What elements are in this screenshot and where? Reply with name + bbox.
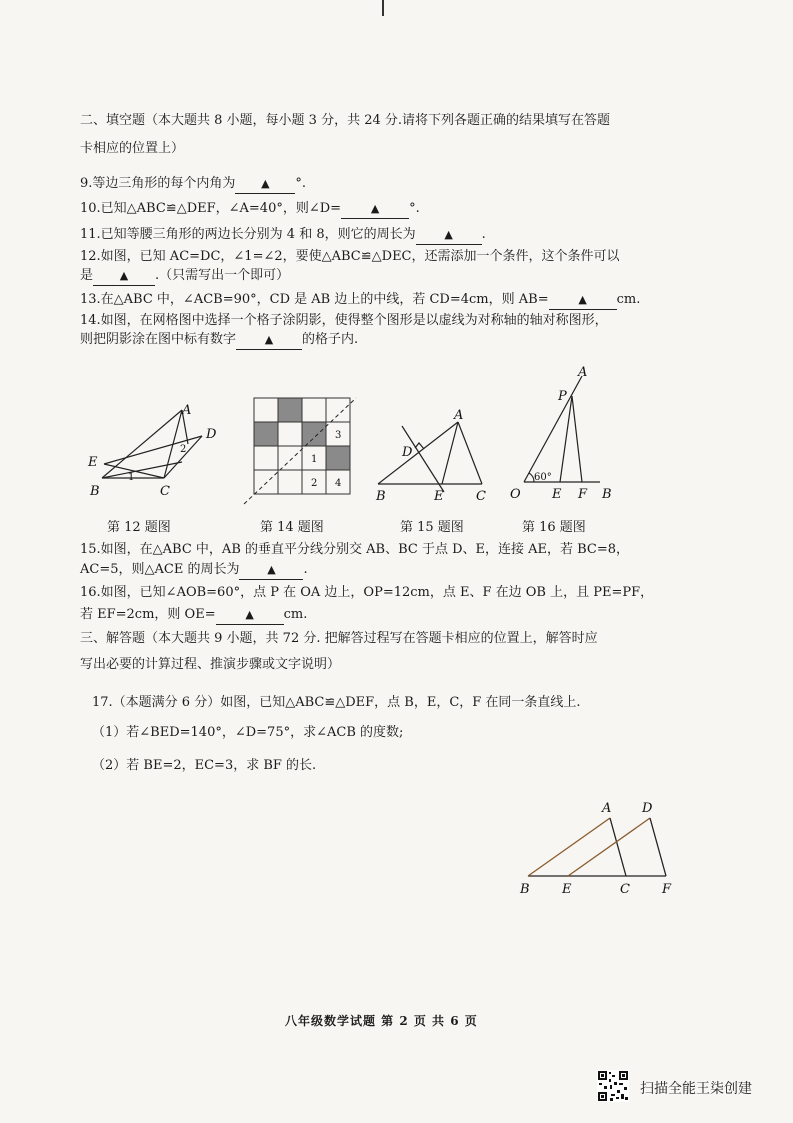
q15-answer-blank[interactable]: ▲ (239, 561, 303, 580)
caption-figure-12: 第 12 题图 (107, 520, 171, 535)
fig14-label-2: 2 (311, 478, 318, 489)
q16-text-end: cm. (283, 607, 308, 622)
fig16-label-O: O (510, 487, 521, 502)
q12-text-end: .（只需写出一个即可） (155, 268, 290, 283)
figure-17 (516, 798, 690, 898)
fig12-edge-mid (102, 462, 182, 478)
q11-answer-blank[interactable]: ▲ (416, 226, 482, 245)
fig16-label-angle: 60° (534, 472, 552, 483)
fig15-edge-AE (442, 422, 458, 484)
question-17-part1: （1）若∠BED=140°，∠D=75°，求∠ACB 的度数; (92, 725, 404, 740)
fig14-shaded-cell (302, 422, 326, 446)
q13-text: 13.在△ABC 中，∠ACB=90°，CD 是 AB 边上的中线，若 CD=4cm，则 AB= (80, 292, 549, 307)
q16-text: 若 EF=2cm，则 OE= (80, 607, 216, 622)
fig12-label-B: B (90, 484, 100, 499)
fig14-shaded-cell (278, 398, 302, 422)
fig15-edge-BA (378, 422, 458, 484)
question-16-line2 (80, 606, 307, 625)
scanner-watermark: 扫描全能王柒创建 (640, 1081, 752, 1097)
figure-12 (84, 400, 234, 504)
caption-figure-16: 第 16 题图 (522, 520, 586, 535)
q13-answer-blank[interactable]: ▲ (549, 291, 617, 310)
fig16-segment-PE (560, 396, 572, 482)
section3-heading-line2: 写出必要的计算过程、推演步骤或文字说明） (80, 657, 341, 672)
fig14-shaded-cell (254, 422, 278, 446)
question-13 (80, 291, 640, 310)
fig16-label-B: B (602, 487, 612, 502)
question-14-line1: 14.如图，在网格图中选择一个格子涂阴影，使得整个图形是以虚线为对称轴的轴对称图形， (80, 313, 608, 328)
fig14-label-4: 4 (335, 478, 342, 489)
fig14-label-3: 3 (335, 430, 342, 441)
question-9 (80, 175, 306, 194)
fig17-edge-AC (610, 818, 626, 876)
q12-text: 是 (80, 268, 94, 283)
question-11 (80, 226, 486, 245)
q9-text: 9.等边三角形的每个内角为 (80, 176, 236, 191)
page-footer: 八年级数学试题 第 2 页 共 6 页 (285, 1014, 478, 1028)
q14-text-end: 的格子内. (302, 332, 359, 347)
fig12-label-D: D (206, 427, 217, 442)
q15-text: AC=5，则△ACE 的周长为 (80, 562, 240, 577)
fig15-label-B: B (376, 489, 386, 504)
fig16-label-P: P (558, 389, 567, 404)
section2-heading-line1: 二、填空题（本大题共 8 小题，每小题 3 分，共 24 分.请将下列各题正确的结果填写在答题 (80, 113, 611, 128)
section2-heading-line2: 卡相应的位置上） (80, 141, 185, 156)
figure-14 (238, 394, 360, 508)
q12-answer-blank[interactable]: ▲ (93, 267, 155, 286)
q13-text-end: cm. (616, 292, 641, 307)
fig16-label-A: A (578, 365, 588, 380)
question-16-line1: 16.如图，已知∠AOB=60°，点 P 在 OA 边上，OP=12cm，点 E、F 在边 OB 上，且 PE=PF， (80, 585, 654, 600)
fig16-label-E: E (552, 487, 562, 502)
figure-16 (506, 364, 620, 506)
fig15-label-A: A (454, 408, 464, 423)
question-12-line1: 12.如图，已知 AC=DC，∠1=∠2，要使△ABC≌△DEC，还需添加一个条件，这个条件可以 (80, 249, 620, 264)
fig17-edge-DF (650, 818, 666, 876)
figure-15 (372, 404, 496, 504)
q10-answer-blank[interactable]: ▲ (341, 200, 409, 219)
fig16-ray-OA (524, 376, 582, 482)
fig12-label-C: C (160, 484, 170, 499)
q9-text-end: °. (295, 176, 307, 191)
question-10 (80, 200, 420, 219)
fig17-label-C: C (620, 882, 630, 897)
fig17-label-D: D (642, 801, 653, 816)
q14-answer-blank[interactable]: ▲ (236, 331, 302, 350)
fig15-label-C: C (476, 489, 486, 504)
fig16-label-F: F (578, 487, 588, 502)
fig12-label-2: 2 (180, 444, 187, 455)
question-15-line2 (80, 561, 308, 580)
fig17-edge-ED (568, 818, 650, 876)
q11-text-end: . (481, 227, 486, 242)
fig17-label-F: F (662, 882, 672, 897)
q9-answer-blank[interactable]: ▲ (235, 175, 295, 194)
q16-answer-blank[interactable]: ▲ (216, 606, 284, 625)
top-mark (382, 0, 384, 16)
question-17-stem: 17.（本题满分 6 分）如图，已知△ABC≌△DEF，点 B，E，C，F 在同一条直线上. (92, 695, 581, 710)
fig17-edge-BA (528, 818, 610, 876)
fig14-label-1: 1 (311, 454, 318, 465)
fig15-label-E: E (434, 489, 444, 504)
fig15-edge-AC (458, 422, 482, 484)
fig15-label-D: D (402, 445, 413, 460)
fig12-label-E: E (88, 455, 98, 470)
caption-figure-14: 第 14 题图 (260, 520, 324, 535)
fig17-label-B: B (520, 882, 530, 897)
fig12-label-1: 1 (128, 472, 135, 483)
q10-text: 10.已知△ABC≌△DEF，∠A=40°，则∠D= (80, 201, 342, 216)
q14-text: 则把阴影涂在图中标有数字 (80, 332, 237, 347)
q10-text-end: °. (409, 201, 420, 216)
question-14-line2 (80, 331, 358, 350)
q11-text: 11.已知等腰三角形的两边长分别为 4 和 8，则它的周长为 (80, 227, 416, 242)
fig17-label-A: A (602, 801, 612, 816)
question-17-part2: （2）若 BE=2，EC=3，求 BF 的长. (92, 758, 317, 773)
qr-code-icon (597, 1070, 629, 1102)
fig16-segment-PF (572, 396, 582, 482)
fig12-label-A: A (182, 403, 192, 418)
question-12-line2 (80, 267, 289, 286)
caption-figure-15: 第 15 题图 (400, 520, 464, 535)
q15-text-end: . (303, 562, 308, 577)
fig17-label-E: E (562, 882, 572, 897)
fig14-shaded-cell (326, 446, 350, 470)
section3-heading-line1: 三、解答题（本大题共 9 小题，共 72 分. 把解答过程写在答题卡相应的位置上，解答时应 (80, 631, 598, 646)
question-15-line1: 15.如图，在△ABC 中，AB 的垂直平分线分别交 AB、BC 于点 D、E，连接 AE，若 BC=8， (80, 542, 630, 557)
fig12-edge-BA (102, 410, 182, 478)
